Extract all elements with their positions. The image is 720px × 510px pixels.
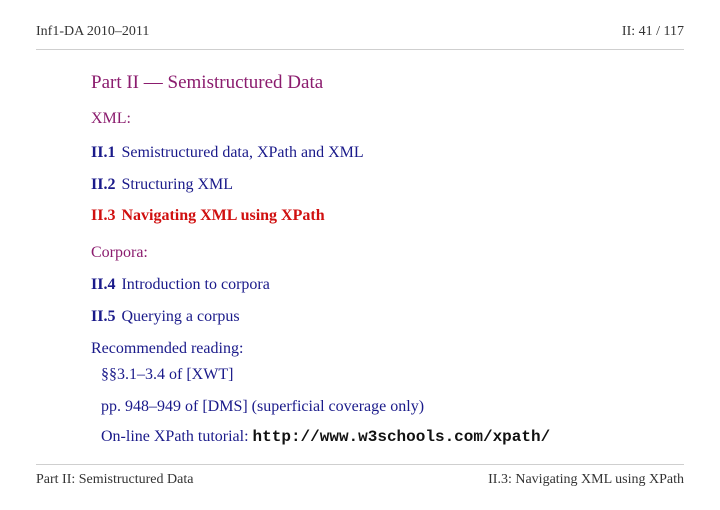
toc-item-number: II.3 (91, 207, 116, 224)
toc-item-text: Querying a corpus (121, 308, 240, 325)
corpora-section-label: Corpora: (91, 244, 148, 261)
reading-label: Recommended reading: (91, 340, 244, 357)
toc-item-text: Structuring XML (121, 176, 233, 193)
toc-item-ii-1 (91, 144, 364, 162)
toc-item-text: Navigating XML using XPath (121, 207, 325, 224)
toc-item-number: II.1 (91, 144, 116, 161)
course-label: Inf1-DA 2010–2011 (36, 24, 150, 39)
page-number: II: 41 / 117 (621, 24, 684, 39)
slide-footer (36, 472, 684, 488)
xml-section-label: XML: (91, 110, 131, 127)
toc-item-number: II.2 (91, 176, 116, 193)
tutorial-url-link[interactable]: http://www.w3schools.com/xpath/ (252, 428, 551, 446)
toc-item-ii-3-current (91, 207, 325, 225)
toc-item-ii-4 (91, 276, 270, 294)
toc-item-number: II.5 (91, 308, 116, 325)
reading-item-xwt: §§3.1–3.4 of [XWT] (101, 366, 234, 383)
toc-item-text: Introduction to corpora (121, 276, 270, 293)
toc-item-text: Semistructured data, XPath and XML (121, 144, 364, 161)
footer-divider (36, 464, 684, 465)
toc-item-ii-5 (91, 308, 240, 326)
header-divider (36, 49, 684, 50)
toc-item-ii-2 (91, 176, 233, 194)
reading-item-dms: pp. 948–949 of [DMS] (superficial coverage only) (101, 398, 425, 415)
footer-section-label: II.3: Navigating XML using XPath (488, 472, 684, 487)
footer-part-label: Part II: Semistructured Data (36, 472, 194, 487)
slide-header (36, 24, 684, 40)
toc-item-number: II.4 (91, 276, 116, 293)
slide-title: Part II — Semistructured Data (91, 72, 324, 93)
tutorial-prefix: On-line XPath tutorial: (101, 428, 253, 445)
reading-item-tutorial (101, 428, 550, 446)
